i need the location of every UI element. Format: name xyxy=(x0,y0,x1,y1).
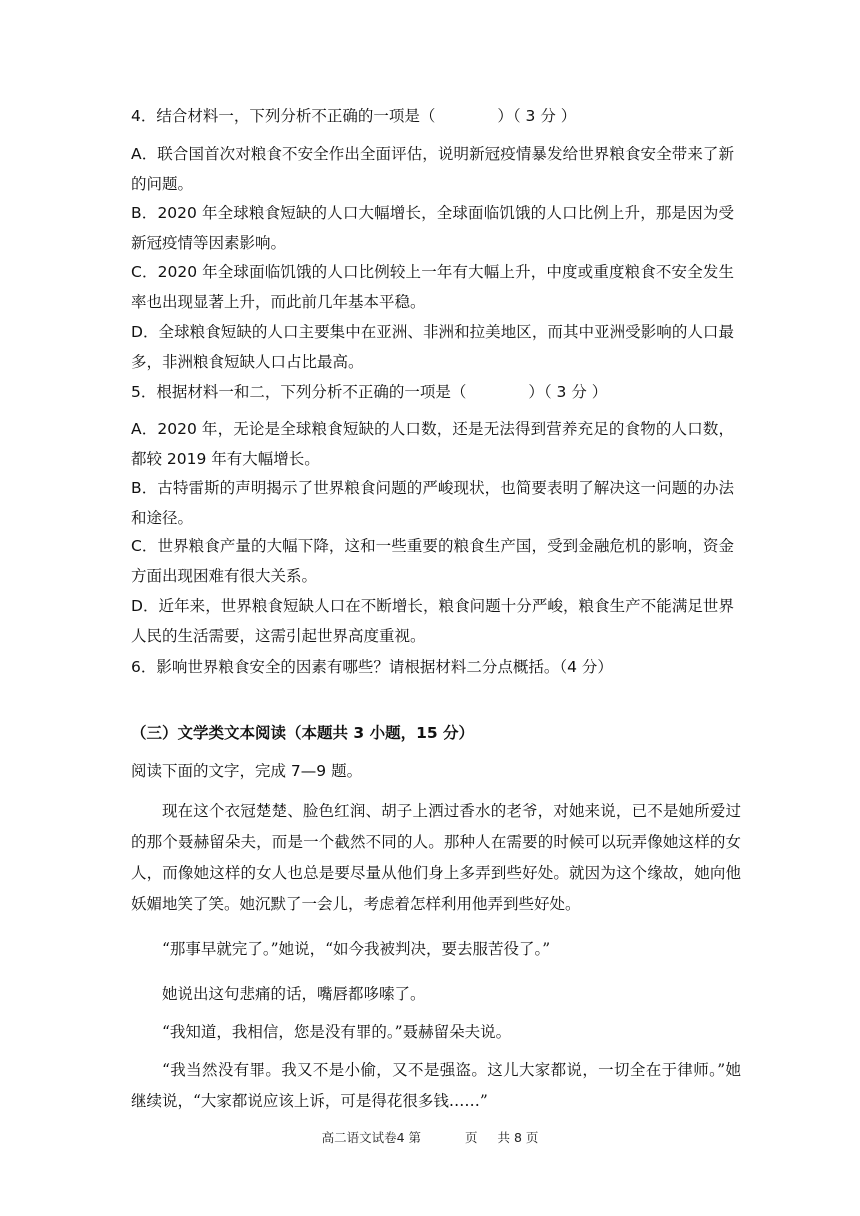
passage-paragraph: 现在这个衣冠楚楚、脸色红润、胡子上洒过香水的老爷，对她来说，已不是她所爱过的那个聂赫留朵夫，而是一个截然不同的人。那种人在需要的时候可以玩弄像她这样的女人，而像她这样的女人也总是要尽量从他们身上多弄到些好处。就因为这个缘故，她向他妖媚地笑了笑。她沉默了一会儿，考虑着怎样利用他弄到些好处。 xyxy=(131,802,741,913)
footer-page-label: 页 xyxy=(465,1130,478,1145)
passage-paragraph: “我知道，我相信，您是没有罪的。”聂赫留朵夫说。 xyxy=(162,1023,512,1041)
question-4-option-d: D．全球粮食短缺的人口主要集中在亚洲、非洲和拉美地区，而其中亚洲受影响的人口最多，非洲粮食短缺人口占比最高。 xyxy=(131,323,734,371)
passage-paragraph: “我当然没有罪。我又不是小偷，又不是强盗。这儿大家都说，一切全在于律师。”她继续说，“大家都说应该上诉，可是得花很多钱……” xyxy=(131,1061,741,1110)
question-4-option-a: A．联合国首次对粮食不安全作出全面评估，说明新冠疫情暴发给世界粮食安全带来了新的问题。 xyxy=(131,145,734,193)
question-4-option-c: C．2020 年全球面临饥饿的人口比例较上一年有大幅上升，中度或重度粮食不安全发生率也出现显著上升，而此前几年基本平稳。 xyxy=(131,263,734,311)
footer-total-pages: 共 8 页 xyxy=(497,1130,539,1145)
question-4-option-b: B．2020 年全球粮食短缺的人口大幅增长，全球面临饥饿的人口比例上升，那是因为受新冠疫情等因素影响。 xyxy=(131,204,734,252)
question-5-option-b: B．古特雷斯的声明揭示了世界粮食问题的严峻现状，也简要表明了解决这一问题的办法和途径。 xyxy=(131,479,734,527)
footer-paper-label: 高二语文试卷4 第 xyxy=(321,1130,422,1145)
question-6-stem: 6．影响世界粮食安全的因素有哪些？请根据材料二分点概括。（4 分） xyxy=(131,658,613,676)
question-4-stem: 4．结合材料一，下列分析不正确的一项是（ ）（ 3 分 ） xyxy=(131,107,577,125)
question-5-option-d: D．近年来，世界粮食短缺人口在不断增长，粮食问题十分严峻，粮食生产不能满足世界人民的生活需要，这需引起世界高度重视。 xyxy=(131,597,734,645)
page-footer xyxy=(0,1128,860,1146)
passage-paragraph: “那事早就完了。”她说，“如今我被判决，要去服苦役了。” xyxy=(162,940,551,958)
section-3-heading: （三）文学类文本阅读（本题共 3 小题，15 分） xyxy=(131,724,475,742)
section-3-instruction: 阅读下面的文字，完成 7—9 题。 xyxy=(131,762,363,780)
question-5-option-c: C．世界粮食产量的大幅下降，这和一些重要的粮食生产国，受到金融危机的影响，资金方面出现困难有很大关系。 xyxy=(131,537,734,585)
question-5-stem: 5．根据材料一和二，下列分析不正确的一项是（ ）（ 3 分 ） xyxy=(131,383,608,401)
passage-paragraph: 她说出这句悲痛的话，嘴唇都哆嗦了。 xyxy=(162,985,426,1003)
question-5-option-a: A．2020 年，无论是全球粮食短缺的人口数，还是无法得到营养充足的食物的人口数，都较 2019 年有大幅增长。 xyxy=(131,420,734,468)
